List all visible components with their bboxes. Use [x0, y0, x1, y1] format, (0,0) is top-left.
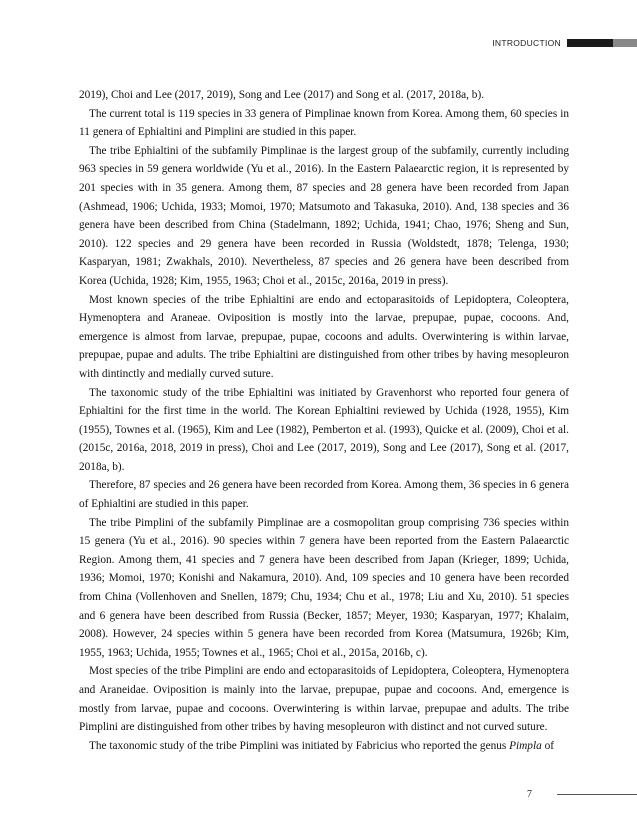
- paragraph-7: The tribe Pimplini of the subfamily Pimplinae are a cosmopolitan group comprising 736 species within 15 genera (Yu et al., 2016). 90 species within 7 genera have been reported from the Eastern Palaearctic Region. Among them, 41 species and 7 genera have been described from Japan (Krieger, 1899; Uchida, 1936; Momoi, 1970; Konishi and Nakamura, 2010). And, 109 species and 10 genera have been recorded from China (Vollenhoven and Snellen, 1879; Chu, 1934; Chu et al., 1978; Liu and Xu, 2010). 51 species and 6 genera have been described from Russia (Becker, 1857; Meyer, 1930; Kasparyan, 1977; Khalaim, 2008). However, 24 species within 5 genera have been recorded from Korea (Matsumura, 1926b; Kim, 1955, 1963; Uchida, 1955; Townes et al., 1965; Choi et al., 2015a, 2016b, c).: [79, 516, 569, 659]
- footer-rule: [557, 794, 637, 795]
- header-bar-dark: [567, 39, 613, 47]
- header-bar-gray: [613, 39, 637, 47]
- paragraph-9-text: The taxonomic study of the tribe Pimplini was initiated by Fabricius who reported the genus: [89, 739, 510, 752]
- running-header: [492, 36, 637, 50]
- paragraph-8: Most species of the tribe Pimplini are endo and ectoparasitoids of Lepidoptera, Coleoptera, Hymenoptera and Araneidae. Oviposition is mainly into the larvae, prepupae, pupae and cocoons. And, emergence is mostly from larvae, pupae and cocoons. Overwintering is within larvae, prepupae and adults. The tribe Pimplini are distinguished from other tribes by having mesopleuron with distinct and not curved suture.: [79, 665, 569, 734]
- genus-name-italic: Pimpla: [509, 739, 542, 752]
- page-number: 7: [527, 788, 532, 800]
- paragraph-6: Therefore, 87 species and 26 genera have been recorded from Korea. Among them, 36 species in 6 genera of Ephialtini are studied in this paper.: [79, 479, 569, 511]
- paragraph-4: Most known species of the tribe Ephialtini are endo and ectoparasitoids of Lepidoptera, Coleoptera, Hymenoptera and Araneae. Oviposition is mostly into the larvae, prepupae, pupae, cocoons. And, emergence is almost from larvae, prepupae, pupae, cocoons and adults. Overwintering is within larvae, prepupae, pupae and adults. The tribe Ephialtini are distinguished from other tribes by having mesopleuron with dintinctly and medially curved suture.: [79, 293, 569, 380]
- paragraph-5: The taxonomic study of the tribe Ephialtini was initiated by Gravenhorst who reported four genera of Ephialtini for the first time in the world. The Korean Ephialtini reviewed by Uchida (1928, 1955), Kim (1955), Townes et al. (1965), Kim and Lee (1982), Pemberton et al. (1993), Quicke et al. (2009), Choi et al. (2015c, 2016a, 2018, 2019 in press), Choi and Lee (2017, 2019), Song and Lee (2017), Song et al. (2017, 2018a, b).: [79, 386, 569, 473]
- paragraph-2: The current total is 119 species in 33 genera of Pimplinae known from Korea. Among them, 60 species in 11 genera of Ephialtini and Pimplini are studied in this paper.: [79, 107, 569, 139]
- paragraph-3: The tribe Ephialtini of the subfamily Pimplinae is the largest group of the subfamily, currently including 963 species in 59 genera worldwide (Yu et al., 2016). In the Eastern Palaearctic region, it is represented by 201 species with in 35 genera. Among them, 87 species and 28 genera have been recorded from Japan (Ashmead, 1906; Uchida, 1933; Momoi, 1970; Matsumoto and Takasuka, 2010). And, 138 species and 36 genera have been described from China (Stadelmann, 1892; Uchida, 1941; Chao, 1976; Sheng and Sun, 2010). 122 species and 29 genera have been recorded in Russia (Woldstedt, 1878; Telenga, 1930; Kasparyan, 1981; Zwakhals, 2010). Nevertheless, 87 species and 26 genera have been described from Korea (Uchida, 1928; Kim, 1955, 1963; Choi et al., 2015c, 2016a, 2019 in press).: [79, 144, 569, 287]
- body-text: [79, 86, 569, 755]
- paragraph-1: 2019), Choi and Lee (2017, 2019), Song and Lee (2017) and Song et al. (2017, 2018a, b).: [79, 89, 485, 101]
- paragraph-9: [79, 737, 569, 756]
- paragraph-9-tail: of: [541, 739, 554, 752]
- section-title: INTRODUCTION: [492, 38, 561, 48]
- page-footer: [527, 788, 637, 800]
